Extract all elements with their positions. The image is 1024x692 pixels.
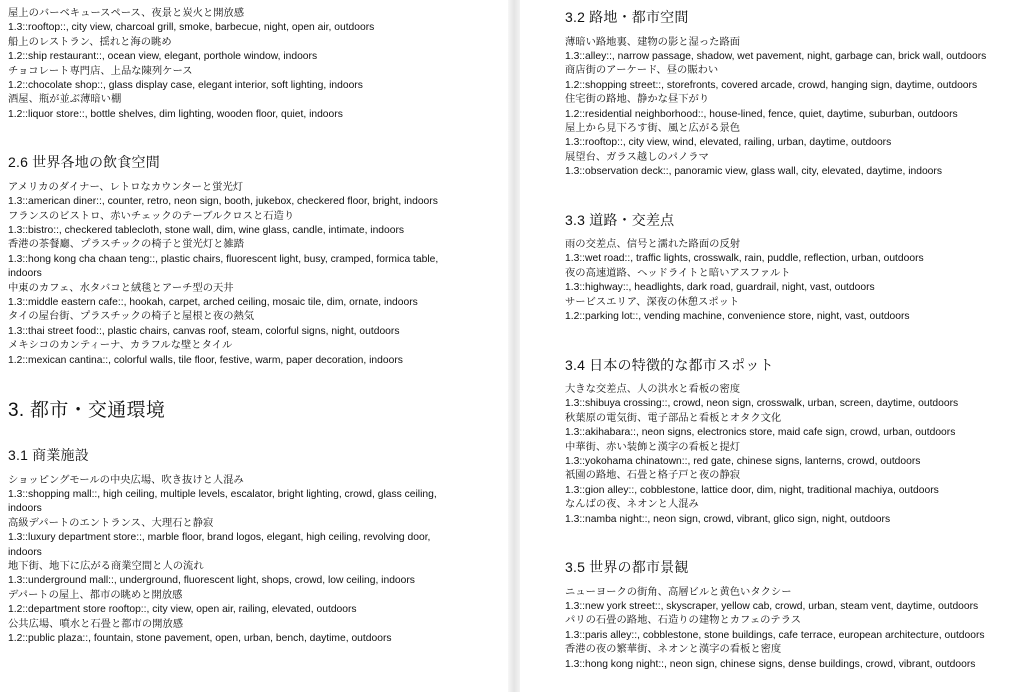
entry-description: 祇園の路地、石畳と格子戸と夜の静寂 (565, 470, 741, 482)
entry (8, 36, 453, 65)
entry (565, 412, 1010, 441)
entry (8, 560, 453, 589)
entry-description: ニューヨークの街角、高層ビルと黄色いタクシー (565, 586, 792, 598)
entry (8, 589, 453, 618)
section-heading: 3.4 日本の特徴的な都市スポット (565, 356, 774, 373)
section-heading: 3.3 道路・交差点 (565, 211, 675, 228)
entry-prompt: 1.2::residential neighborhood::, house-lined, fence, quiet, daytime, suburban, outdoors (565, 108, 958, 120)
entry-description: 中華街、赤い装飾と漢字の看板と提灯 (565, 441, 741, 453)
section-heading: 3.5 世界の都市景観 (565, 559, 689, 576)
entry-prompt: 1.3::luxury department store::, marble floor, brand logos, elegant, high ceiling, revolving door, indoors (8, 532, 431, 558)
entry (565, 122, 1010, 151)
entry-prompt: 1.3::hong kong night::, neon sign, chinese signs, dense buildings, crowd, vibrant, outdoors (565, 658, 976, 670)
entry-prompt: 1.2::liquor store::, bottle shelves, dim lighting, wooden floor, quiet, indoors (8, 108, 343, 120)
entry (565, 267, 1010, 296)
entry (565, 441, 1010, 470)
entry (565, 238, 1010, 267)
entry-prompt: 1.3::gion alley::, cobblestone, lattice door, dim, night, traditional machiya, outdoors (565, 484, 939, 496)
entry-description: チョコレート専門店、上品な陳列ケース (8, 65, 193, 77)
entry-description: サービスエリア、深夜の休憩スポット (565, 296, 740, 308)
entry (565, 498, 1010, 527)
entry (8, 310, 453, 339)
entry-prompt: 1.3::bistro::, checkered tablecloth, stone wall, dim, wine glass, candle, intimate, indoors (8, 224, 405, 236)
entry-prompt: 1.3::shopping mall::, high ceiling, multiple levels, escalator, bright lighting, crowd, glass ceiling, indoors (8, 488, 437, 515)
entry (8, 618, 453, 647)
entry (565, 643, 1010, 672)
entry-prompt: 1.3::akihabara::, neon signs, electronics store, maid cafe sign, crowd, urban, outdoors (565, 427, 956, 439)
entry (8, 93, 453, 122)
entry-description: 大きな交差点、人の洪水と看板の密度 (565, 384, 741, 395)
entry-description: アメリカのダイナー、レトロなカウンターと蛍光灯 (8, 181, 244, 193)
entry-prompt: 1.2::parking lot::, vending machine, convenience store, night, vast, outdoors (565, 311, 910, 323)
entry-prompt: 1.3::new york street::, skyscraper, yellow cab, crowd, urban, steam vent, daytime, outdoors (565, 600, 979, 612)
entry (8, 238, 453, 281)
entry-description: フランスのビストロ、赤いチェックのテーブルクロスと石造り (8, 210, 295, 222)
entry-description: タイの屋台街、プラスチックの椅子と屋根と夜の熱気 (8, 311, 255, 323)
entry-prompt: 1.3::paris alley::, cobblestone, stone buildings, cafe terrace, european architecture, outdoors (565, 629, 985, 641)
entry-description: 屋上のバーベキュースペース、夜景と炭火と開放感 (8, 8, 245, 19)
entry-description: 屋上から見下ろす街、風と広がる景色 (565, 122, 741, 134)
entry (8, 339, 453, 368)
entry-prompt: 1.2::public plaza::, fountain, stone pavement, open, urban, bench, daytime, outdoors (8, 633, 392, 644)
entry-description: メキシコのカンティーナ、カラフルな壁とタイル (8, 340, 233, 352)
entry-prompt: 1.3::highway::, headlights, dark road, guardrail, night, vast, outdoors (565, 282, 875, 294)
entry-description: 住宅街の路地、静かな昼下がり (565, 94, 710, 106)
entry-prompt: 1.3::american diner::, counter, retro, neon sign, booth, jukebox, checkered floor, bright, indoors (8, 196, 438, 208)
entry-description: 船上のレストラン、揺れと海の眺め (8, 36, 172, 48)
entry-description: パリの石畳の路地、石造りの建物とカフェのテラス (565, 615, 802, 627)
section-heading: 2.6 世界各地の飲食空間 (8, 154, 160, 171)
entry (8, 210, 453, 239)
entry (8, 7, 453, 36)
entry (565, 614, 1010, 643)
entry-prompt: 1.2::chocolate shop::, glass display case, elegant interior, soft lighting, indoors (8, 80, 363, 92)
entry (8, 474, 453, 517)
right-page (520, 0, 1024, 692)
entry (565, 586, 1010, 615)
entry-description: なんばの夜、ネオンと人混み (565, 499, 699, 511)
entry-prompt: 1.3::thai street food::, plastic chairs, canvas roof, steam, colorful signs, night, outdoors (8, 325, 400, 337)
entry-prompt: 1.3::namba night::, neon sign, crowd, vibrant, glico sign, night, outdoors (565, 513, 891, 525)
entry (565, 36, 1010, 65)
entry (565, 93, 1010, 122)
entry (565, 151, 1010, 180)
entry-prompt: 1.2::department store rooftop::, city view, open air, railing, elevated, outdoors (8, 604, 357, 616)
entry (8, 282, 453, 311)
entry-prompt: 1.3::observation deck::, panoramic view, glass wall, city, elevated, daytime, indoors (565, 166, 942, 178)
page-gutter (508, 0, 520, 692)
entry-description: 高級デパートのエントランス、大理石と静寂 (8, 517, 214, 529)
entry-description: 公共広場、噴水と石畳と都市の開放感 (8, 618, 184, 630)
entry-description: デパートの屋上、都市の眺めと開放感 (8, 589, 183, 601)
entry-description: 雨の交差点、信号と濡れた路面の反射 (565, 239, 741, 251)
entry (8, 65, 453, 94)
entry-prompt: 1.3::wet road::, traffic lights, crosswalk, rain, puddle, reflection, urban, outdoors (565, 253, 924, 265)
entry-description: 秋葉原の電気街、電子部品と看板とオタク文化 (565, 412, 782, 424)
entry-description: 香港の茶餐廳、プラスチックの椅子と蛍光灯と雑踏 (8, 239, 245, 251)
entry-prompt: 1.3::shibuya crossing::, crowd, neon sign, crosswalk, urban, screen, daytime, outdoors (565, 398, 959, 410)
entry (565, 469, 1010, 498)
chapter-heading: 3. 都市・交通環境 (8, 400, 166, 422)
entry-prompt: 1.3::hong kong cha chaan teng::, plastic chairs, fluorescent light, busy, cramped, formica table, indoors (8, 253, 439, 280)
entry (8, 517, 453, 560)
entry-prompt: 1.2::mexican cantina::, colorful walls, tile floor, festive, warm, paper decoration, indoors (8, 354, 403, 366)
entry-prompt: 1.3::rooftop::, city view, charcoal grill, smoke, barbecue, night, open air, outdoors (8, 22, 375, 34)
entry-prompt: 1.3::yokohama chinatown::, red gate, chinese signs, lanterns, crowd, outdoors (565, 456, 921, 468)
right-page-content (565, 7, 1010, 672)
entry-description: 中東のカフェ、水タバコと絨毯とアーチ型の天井 (8, 282, 234, 294)
section-heading: 3.1 商業施設 (8, 447, 89, 464)
entry-description: 地下街、地下に広がる商業空間と人の流れ (8, 560, 204, 572)
entry-prompt: 1.3::underground mall::, underground, fluorescent light, shops, crowd, low ceiling, indoors (8, 575, 415, 587)
entry-description: 酒屋、瓶が並ぶ薄暗い棚 (8, 94, 122, 106)
entry (8, 181, 453, 210)
entry-description: 香港の夜の繁華街、ネオンと漢字の看板と密度 (565, 644, 782, 656)
entry (565, 64, 1010, 93)
section-heading: 3.2 路地・都市空間 (565, 9, 689, 25)
entry-prompt: 1.3::rooftop::, city view, wind, elevated, railing, urban, daytime, outdoors (565, 137, 892, 149)
entry-description: 夜の高速道路、ヘッドライトと暗いアスファルト (565, 267, 791, 279)
entry-description: 展望台、ガラス越しのパノラマ (565, 151, 709, 163)
left-page (0, 0, 508, 692)
entry-prompt: 1.2::shopping street::, storefronts, covered arcade, crowd, hanging sign, daytime, outdoors (565, 79, 978, 91)
entry-description: 商店街のアーケード、昼の賑わい (565, 65, 719, 77)
left-page-content (8, 7, 453, 646)
entry-description: ショッピングモールの中央広場、吹き抜けと人混み (8, 474, 244, 486)
entry-prompt: 1.3::middle eastern cafe::, hookah, carpet, arched ceiling, mosaic tile, dim, ornate, indoors (8, 297, 418, 308)
entry-prompt: 1.3::alley::, narrow passage, shadow, wet pavement, night, garbage can, brick wall, outdoors (565, 50, 987, 62)
entry-prompt: 1.2::ship restaurant::, ocean view, elegant, porthole window, indoors (8, 51, 318, 63)
entry (565, 296, 1010, 325)
entry-description: 薄暗い路地裏、建物の影と湿った路面 (565, 36, 741, 48)
entry (565, 383, 1010, 412)
